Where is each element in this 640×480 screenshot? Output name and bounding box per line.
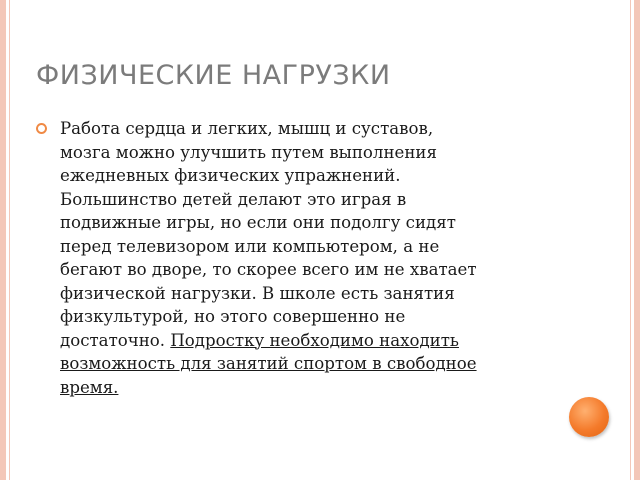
body-line-7: бегают во дворе, то скорее всего им не хватает	[60, 260, 477, 279]
right-border-line	[630, 0, 631, 480]
body-line-5: подвижные игры, но если они подолгу сидят	[60, 213, 456, 232]
body-line-1: Работа сердца и легких, мышц и суставов,	[60, 119, 434, 138]
body-line-10	[60, 329, 544, 353]
slide-title: ФИЗИЧЕСКИЕ НАГРУЗКИ	[36, 60, 391, 91]
body-line-10-underlined: Подростку необходимо находить	[170, 330, 459, 350]
body-line-6: перед телевизором или компьютером, а не	[60, 236, 440, 256]
body-line-10-plain: достаточно.	[60, 330, 171, 350]
body-line-2: мозга можно улучшить путем выполнения	[60, 142, 437, 162]
right-border-band	[634, 0, 640, 480]
slide-body-text	[60, 117, 544, 399]
left-border-line	[9, 0, 10, 480]
body-line-9: физкультурой, но этого совершенно не	[60, 307, 406, 326]
body-line-8: физической нагрузки. В школе есть занятия	[60, 283, 455, 303]
body-line-4: Большинство детей делают это играя в	[60, 189, 407, 209]
body-line-11: возможность для занятий спортом в свободное	[60, 354, 477, 373]
decorative-orange-circle	[569, 397, 609, 437]
left-border-band	[0, 0, 6, 480]
body-line-3: ежедневных физических упражнений.	[60, 166, 401, 185]
body-line-12: время.	[60, 377, 119, 397]
bullet-icon	[36, 123, 47, 134]
